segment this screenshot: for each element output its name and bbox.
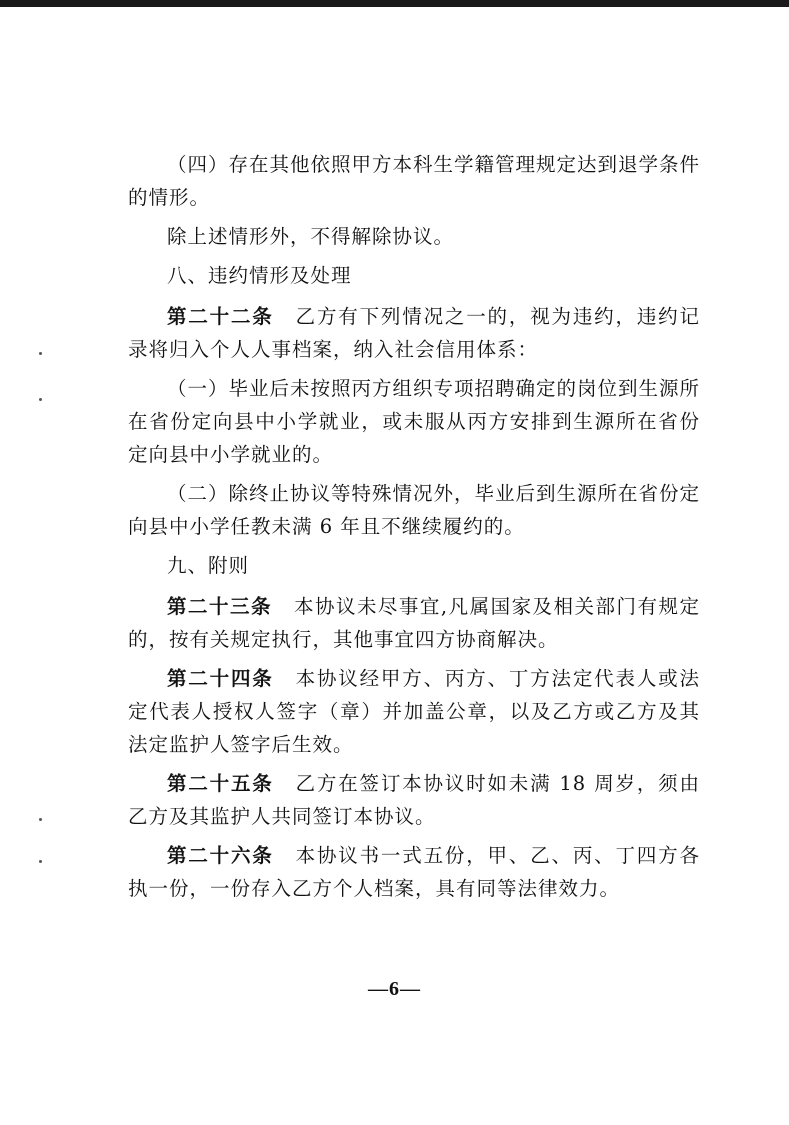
article-26 bbox=[128, 839, 700, 905]
article-24 bbox=[128, 662, 700, 761]
article-25-text: 乙方在签订本协议时如未满 18 周岁，须由乙方及其监护人共同签订本协议。 bbox=[128, 772, 700, 828]
article-26-text: 本协议书一式五份，甲、乙、丙、丁四方各执一份，一份存入乙方个人档案，具有同等法律效力。 bbox=[128, 844, 700, 900]
page-number: —6— bbox=[368, 978, 421, 1000]
article-23-label: 第二十三条 bbox=[167, 595, 272, 618]
scan-top-border bbox=[0, 0, 789, 7]
scan-mark bbox=[39, 818, 42, 821]
scan-mark bbox=[39, 352, 42, 355]
clause-4: （四）存在其他依照甲方本科生学籍管理规定达到退学条件的情形。 bbox=[128, 153, 701, 209]
scan-mark bbox=[39, 860, 42, 863]
article-23-text: 本协议未尽事宜,凡属国家及相关部门有规定的，按有关规定执行，其他事宜四方协商解决。 bbox=[128, 595, 700, 651]
section-9-title: 九、附则 bbox=[167, 554, 250, 577]
section-8-title: 八、违约情形及处理 bbox=[167, 264, 352, 287]
article-22-label: 第二十二条 bbox=[167, 305, 274, 328]
article-24-text: 本协议经甲方、丙方、丁方法定代表人或法定代表人授权人签字（章）并加盖公章，以及乙方或乙方及其法定监护人签字后生效。 bbox=[128, 667, 700, 756]
article-24-label: 第二十四条 bbox=[167, 667, 274, 690]
article-26-label: 第二十六条 bbox=[167, 844, 274, 867]
scan-mark bbox=[39, 398, 42, 401]
breach-item-1: （一）毕业后未按照丙方组织专项招聘确定的岗位到生源所在省份定向县中小学就业，或未服从丙方安排到生源所在省份定向县中小学就业的。 bbox=[128, 377, 701, 466]
document-body bbox=[128, 148, 700, 911]
breach-item-2: （二）除终止协议等特殊情况外，毕业后到生源所在省份定向县中小学任教未满 6 年且不继续履约的。 bbox=[128, 482, 701, 538]
article-22 bbox=[128, 300, 700, 366]
article-23 bbox=[128, 590, 700, 656]
article-22-text: 乙方有下列情况之一的，视为违约，违约记录将归入个人人事档案，纳入社会信用体系： bbox=[128, 305, 700, 361]
article-25 bbox=[128, 767, 700, 833]
article-25-label: 第二十五条 bbox=[167, 772, 274, 795]
no-termination-clause: 除上述情形外，不得解除协议。 bbox=[167, 225, 455, 248]
